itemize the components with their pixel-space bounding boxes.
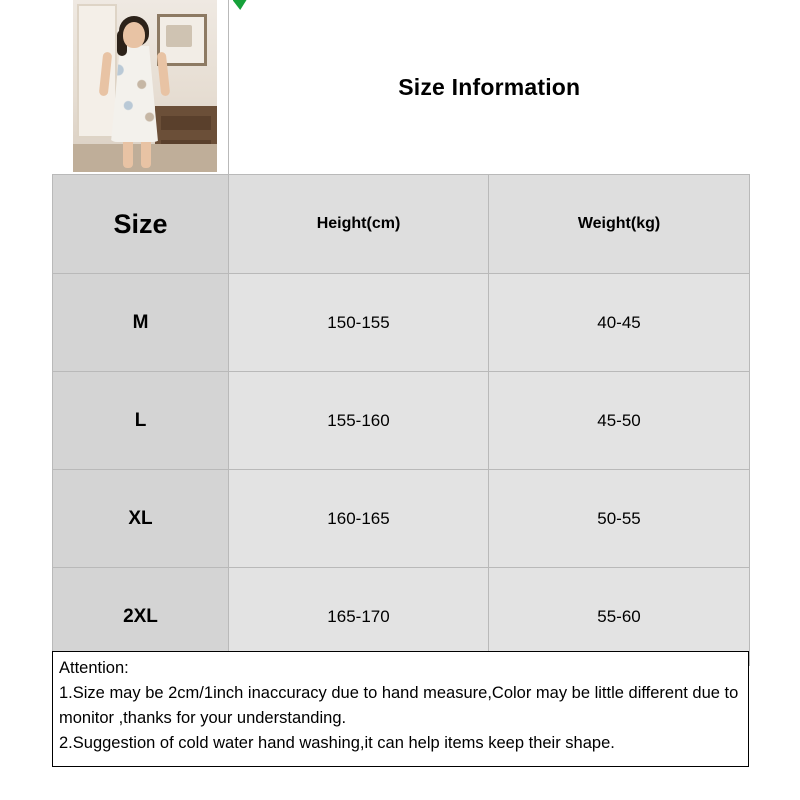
attention-note-1: 1.Size may be 2cm/1inch inaccuracy due to hand measure,Color may be little different due to monitor ,thanks for your understanding. <box>59 684 739 727</box>
row-size-label: XL <box>53 470 229 568</box>
table-header-row <box>53 0 750 175</box>
row-size-label: L <box>53 372 229 470</box>
row-height-value: 165-170 <box>229 568 489 666</box>
model-head <box>123 22 145 48</box>
table-row <box>53 274 750 372</box>
row-size-label: M <box>53 274 229 372</box>
model-left-leg <box>123 138 133 168</box>
door-shape <box>77 4 117 138</box>
row-weight-value: 55-60 <box>489 568 750 666</box>
row-height-value: 160-165 <box>229 470 489 568</box>
row-weight-value: 45-50 <box>489 372 750 470</box>
column-header-weight: Weight(kg) <box>489 175 750 274</box>
row-height-value: 155-160 <box>229 372 489 470</box>
product-photo-cell <box>53 0 229 175</box>
row-weight-value: 50-55 <box>489 470 750 568</box>
table-row <box>53 372 750 470</box>
column-header-height: Height(cm) <box>229 175 489 274</box>
column-header-row <box>53 175 750 274</box>
row-height-value: 150-155 <box>229 274 489 372</box>
column-header-size: Size <box>53 175 229 274</box>
row-weight-value: 40-45 <box>489 274 750 372</box>
row-size-label: 2XL <box>53 568 229 666</box>
attention-heading: Attention: <box>59 659 129 677</box>
attention-note-2: 2.Suggestion of cold water hand washing,it can help items keep their shape. <box>59 734 615 752</box>
size-chart-table <box>52 0 750 666</box>
table-row <box>53 470 750 568</box>
product-photo <box>73 0 217 172</box>
page-title: Size Information <box>229 0 750 175</box>
attention-box <box>52 651 749 767</box>
model-right-leg <box>141 138 151 168</box>
